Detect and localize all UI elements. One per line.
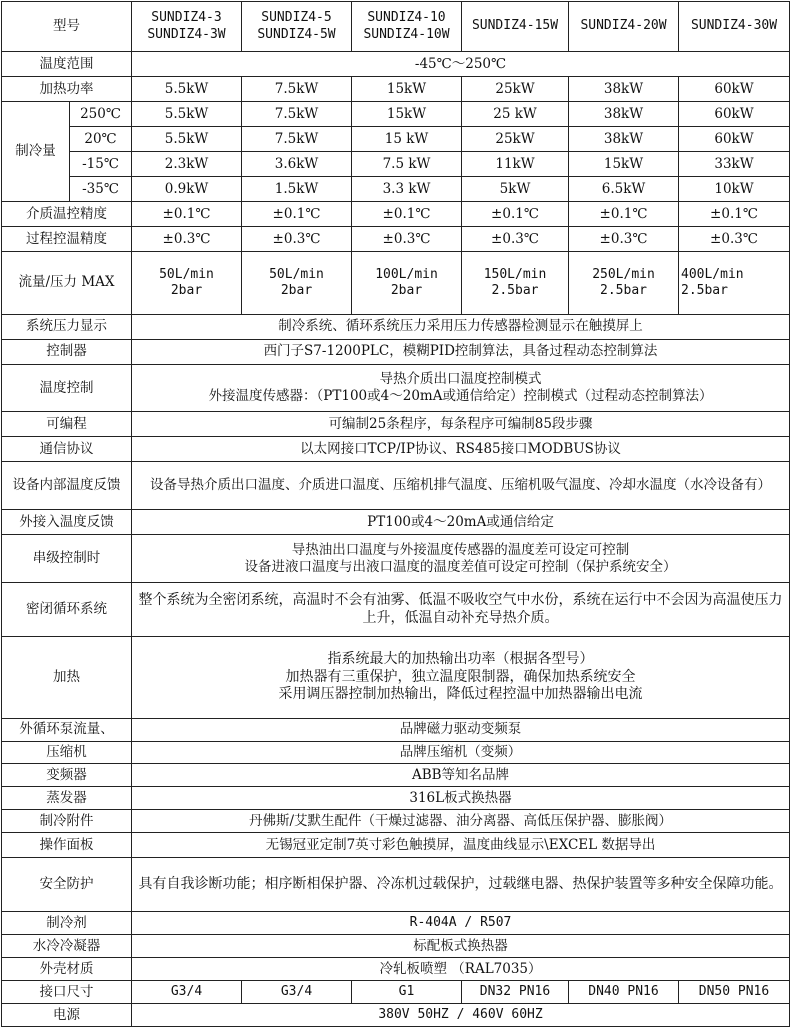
value-cell: ±0.1℃ <box>132 202 242 227</box>
flow-rate: 400L/min <box>681 266 744 282</box>
cooling-row <box>2 102 790 127</box>
row-label: 外循环泵流量、 <box>2 718 132 741</box>
value-cell: 38kW <box>569 127 679 152</box>
model-header-row <box>2 2 790 52</box>
row-value: 标配板式换热器 <box>132 935 790 958</box>
value-cell: ±0.3℃ <box>242 227 352 252</box>
row-value <box>132 535 790 583</box>
controller-row <box>2 339 790 364</box>
value-cell: 2.3kW <box>132 152 242 177</box>
cooling-row <box>2 177 790 202</box>
model-cell: SUNDIZ4-30W <box>679 2 790 52</box>
row-label: 加热功率 <box>2 77 132 102</box>
programmable-row <box>2 412 790 437</box>
model-name: SUNDIZ4-10 <box>367 10 446 26</box>
text-line: 设备进液口温度与出液口温度的温度差值可设定可控制（保护系统安全） <box>244 558 677 575</box>
closed-loop-row <box>2 583 790 637</box>
row-label: 安全防护 <box>2 858 132 912</box>
row-label: 温度范围 <box>2 52 132 77</box>
value-cell: 7.5kW <box>242 127 352 152</box>
value-cell: 10kW <box>679 177 790 202</box>
row-label: 过程控温精度 <box>2 227 132 252</box>
row-value: 可编制25条程序，每条程序可编制85段步骤 <box>132 412 790 437</box>
row-value: PT100或4～20mA或通信给定 <box>132 510 790 535</box>
temp-range-row <box>2 52 790 77</box>
row-label: 可编程 <box>2 412 132 437</box>
value-cell: G3/4 <box>242 981 352 1004</box>
value-cell: ±0.1℃ <box>462 202 569 227</box>
cooling-temp: -35℃ <box>70 177 132 202</box>
row-label: 密闭循环系统 <box>2 583 132 637</box>
flow-pressure: 2.5bar <box>681 282 728 298</box>
model-name: SUNDIZ4-3 <box>151 10 222 26</box>
value-cell: ±0.3℃ <box>679 227 790 252</box>
model-name-w: SUNDIZ4-10W <box>363 26 450 42</box>
value-cell: G3/4 <box>132 981 242 1004</box>
text-line: 外接温度传感器：（PT100或4～20mA或通信给定）控制模式（过程动态控制算法） <box>208 387 713 404</box>
flow-pressure: 2bar <box>280 282 313 298</box>
flow-rate: 250L/min <box>592 266 655 282</box>
refrigerant-row <box>2 912 790 935</box>
text-line: 导热油出口温度与外接温度传感器的温度差可设定可控制 <box>291 541 630 558</box>
cooling-temp: 250℃ <box>70 102 132 127</box>
value-cell: 25 kW <box>462 102 569 127</box>
row-label: 加热 <box>2 637 132 718</box>
model-cell: SUNDIZ4-20W <box>569 2 679 52</box>
flow-rate: 150L/min <box>483 266 547 282</box>
accessories-row <box>2 810 790 833</box>
flow-cell <box>569 252 679 315</box>
value-cell: 33kW <box>679 152 790 177</box>
row-value: -45℃～250℃ <box>132 52 790 77</box>
value-cell: G1 <box>352 981 462 1004</box>
pump-row <box>2 718 790 741</box>
row-label: 温度控制 <box>2 364 132 412</box>
row-value: 380V 50HZ / 460V 60HZ <box>132 1003 790 1026</box>
value-cell: 15kW <box>352 102 462 127</box>
value-cell: 7.5kW <box>242 77 352 102</box>
row-label: 压缩机 <box>2 741 132 764</box>
compressor-row <box>2 741 790 764</box>
value-cell: ±0.1℃ <box>352 202 462 227</box>
protocol-row <box>2 437 790 462</box>
value-cell: 15kW <box>569 152 679 177</box>
flow-rate: 50L/min <box>159 266 214 282</box>
row-value <box>132 637 790 718</box>
flow-pressure: 2.5bar <box>491 282 539 298</box>
value-cell: 7.5 kW <box>352 152 462 177</box>
row-value: 具有自我诊断功能；相序断相保护器、冷冻机过载保护，过载继电器、热保护装置等多种安全保障功能。 <box>132 858 790 912</box>
row-label: 制冷剂 <box>2 912 132 935</box>
value-cell: ±0.1℃ <box>569 202 679 227</box>
value-cell: 3.3 kW <box>352 177 462 202</box>
safety-row <box>2 858 790 912</box>
row-label: 制冷附件 <box>2 810 132 833</box>
heating-power-row <box>2 77 790 102</box>
row-label: 接口尺寸 <box>2 981 132 1004</box>
flow-cell <box>462 252 569 315</box>
row-label: 电源 <box>2 1003 132 1026</box>
value-cell: 0.9kW <box>132 177 242 202</box>
model-cell <box>132 2 242 52</box>
value-cell: 3.6kW <box>242 152 352 177</box>
row-label: 外壳材质 <box>2 958 132 981</box>
model-cell: SUNDIZ4-15W <box>462 2 569 52</box>
process-accuracy-row <box>2 227 790 252</box>
value-cell: 1.5kW <box>242 177 352 202</box>
cooling-row <box>2 152 790 177</box>
flow-rate: 50L/min <box>269 266 324 282</box>
value-cell: 38kW <box>569 102 679 127</box>
value-cell: 5.5kW <box>132 77 242 102</box>
spec-table <box>1 1 790 1027</box>
model-name-w: SUNDIZ4-3W <box>147 26 226 42</box>
value-cell: DN50 PN16 <box>679 981 790 1004</box>
medium-accuracy-row <box>2 202 790 227</box>
row-value: 316L板式换热器 <box>132 787 790 810</box>
cooling-label: 制冷量 <box>2 102 70 202</box>
flow-pressure: 2.5bar <box>600 282 647 298</box>
value-cell: 25kW <box>462 77 569 102</box>
value-cell: DN32 PN16 <box>462 981 569 1004</box>
flow-rate: 100L/min <box>375 266 438 282</box>
row-label: 系统压力显示 <box>2 314 132 339</box>
value-cell: 7.5kW <box>242 102 352 127</box>
value-cell: 60kW <box>679 102 790 127</box>
cooling-temp: -15℃ <box>70 152 132 177</box>
row-label: 串级控制时 <box>2 535 132 583</box>
value-cell: ±0.1℃ <box>242 202 352 227</box>
power-row <box>2 1003 790 1026</box>
condenser-row <box>2 935 790 958</box>
row-value: ABB等知名品牌 <box>132 764 790 787</box>
row-value: 整个系统为全密闭系统，高温时不会有油雾、低温不吸收空气中水份，系统在运行中不会因为高温使压力上升，低温自动补充导热介质。 <box>132 583 790 637</box>
text-line: 导热介质出口温度控制模式 <box>379 371 542 388</box>
row-value: R-404A / R507 <box>132 912 790 935</box>
model-name-w: SUNDIZ4-5W <box>257 26 336 42</box>
model-cell <box>352 2 462 52</box>
cooling-temp: 20℃ <box>70 127 132 152</box>
temp-control-row <box>2 364 790 412</box>
model-header-label: 型号 <box>2 2 132 52</box>
value-cell: 38kW <box>569 77 679 102</box>
value-cell: 60kW <box>679 127 790 152</box>
value-cell: ±0.1℃ <box>679 202 790 227</box>
row-value: 制冷系统、循环系统压力采用压力传感器检测显示在触摸屏上 <box>132 314 790 339</box>
value-cell: 11kW <box>462 152 569 177</box>
flow-cell <box>242 252 352 315</box>
heating-row <box>2 637 790 718</box>
row-value <box>132 364 790 412</box>
row-label: 控制器 <box>2 339 132 364</box>
internal-feedback-row <box>2 462 790 510</box>
value-cell: 5.5kW <box>132 127 242 152</box>
flow-cell <box>352 252 462 315</box>
evaporator-row <box>2 787 790 810</box>
value-cell: ±0.3℃ <box>132 227 242 252</box>
row-value: 品牌压缩机（变频） <box>132 741 790 764</box>
row-label: 通信协议 <box>2 437 132 462</box>
external-feedback-row <box>2 510 790 535</box>
value-cell: DN40 PN16 <box>569 981 679 1004</box>
text-line: 指系统最大的加热输出功率（根据各型号） <box>327 651 594 668</box>
flow-cell <box>679 252 790 315</box>
row-value: 丹佛斯/艾默生配件（干燥过滤器、油分离器、高低压保护器、膨胀阀） <box>132 810 790 833</box>
interface-row <box>2 981 790 1004</box>
row-label: 外接入温度反馈 <box>2 510 132 535</box>
cascade-row <box>2 535 790 583</box>
flow-pressure: 2bar <box>170 282 203 298</box>
flow-pressure: 2bar <box>390 282 423 298</box>
row-value: 以太网接口TCP/IP协议、RS485接口MODBUS协议 <box>132 437 790 462</box>
value-cell: 6.5kW <box>569 177 679 202</box>
flow-cell <box>132 252 242 315</box>
value-cell: 5kW <box>462 177 569 202</box>
text-line: 加热器有三重保护，独立温度限制器，确保加热系统安全 <box>285 668 636 685</box>
flow-row <box>2 252 790 315</box>
row-label: 蒸发器 <box>2 787 132 810</box>
value-cell: ±0.3℃ <box>352 227 462 252</box>
row-label: 水冷冷凝器 <box>2 935 132 958</box>
housing-row <box>2 958 790 981</box>
value-cell: 25kW <box>462 127 569 152</box>
model-name: SUNDIZ4-5 <box>261 10 332 26</box>
pressure-display-row <box>2 314 790 339</box>
inverter-row <box>2 764 790 787</box>
row-value: 设备导热介质出口温度、介质进口温度、压缩机排气温度、压缩机吸气温度、冷却水温度（水冷设备有） <box>132 462 790 510</box>
row-value: 冷轧板喷塑 （RAL7035） <box>132 958 790 981</box>
row-value: 西门子S7-1200PLC，模糊PID控制算法，具备过程动态控制算法 <box>132 339 790 364</box>
value-cell: ±0.3℃ <box>569 227 679 252</box>
row-label: 操作面板 <box>2 833 132 858</box>
value-cell: 15 kW <box>352 127 462 152</box>
cooling-row <box>2 127 790 152</box>
panel-row <box>2 833 790 858</box>
model-cell <box>242 2 352 52</box>
row-label: 流量/压力 MAX <box>2 252 132 315</box>
row-label: 变频器 <box>2 764 132 787</box>
value-cell: 60kW <box>679 77 790 102</box>
text-line: 采用调压器控制加热输出，降低过程控温中加热器输出电流 <box>278 686 643 703</box>
value-cell: 15kW <box>352 77 462 102</box>
row-label: 设备内部温度反馈 <box>2 462 132 510</box>
value-cell: ±0.3℃ <box>462 227 569 252</box>
row-value: 品牌磁力驱动变频泵 <box>132 718 790 741</box>
row-value: 无锡冠亚定制7英寸彩色触摸屏，温度曲线显示\EXCEL 数据导出 <box>132 833 790 858</box>
value-cell: 5.5kW <box>132 102 242 127</box>
row-label: 介质温控精度 <box>2 202 132 227</box>
